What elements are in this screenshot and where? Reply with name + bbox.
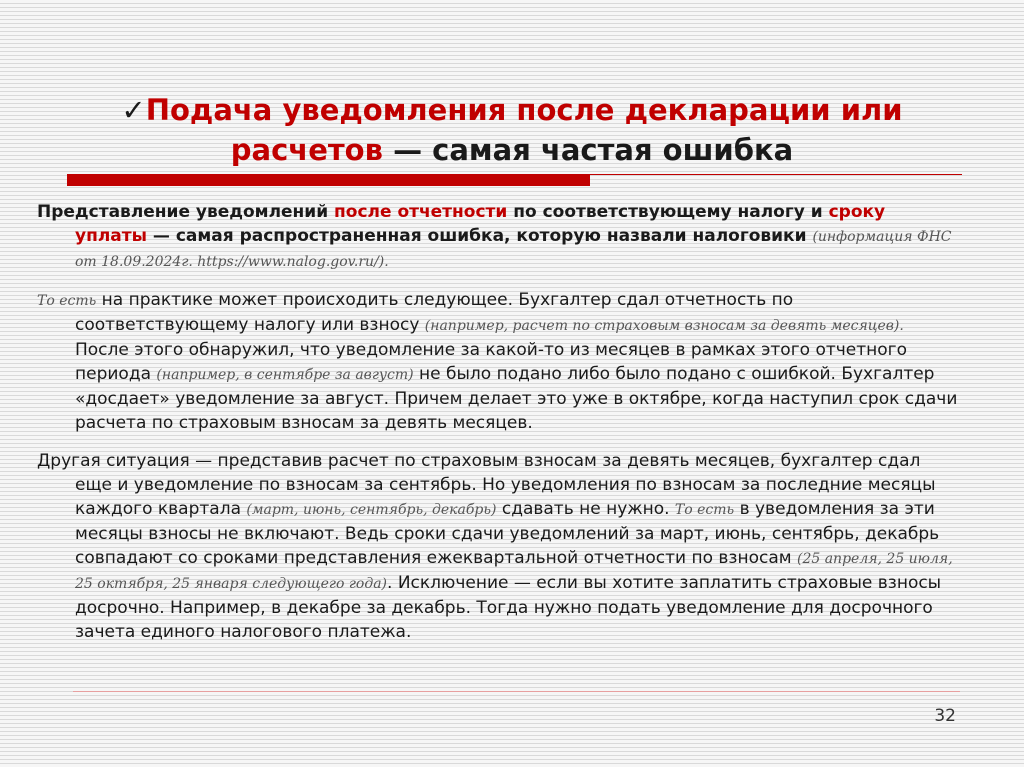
p2-text-3: не было подано либо было подано с ошибкой. Бухгалтер «досдает» уведомление за август. Причем делает это уже в октябре, когда наступил срок сдачи расчета по страховым взносам за девять месяцев. bbox=[75, 364, 958, 433]
paragraph-1 bbox=[37, 200, 962, 274]
slide-body bbox=[37, 200, 962, 658]
p1-text-2: по соответствующему налогу и bbox=[507, 202, 829, 222]
p2-text-1: на практике может происходить следующее. Бухгалтер сдал отчетность по соответствующему налогу или взносу bbox=[75, 290, 794, 335]
p1-highlight-payment-term: сроку уплаты bbox=[75, 202, 886, 246]
title-red-line1: Подача уведомления после декларации или bbox=[145, 93, 903, 127]
p1-text-3: — самая распространенная ошибка, которую назвали налоговики bbox=[146, 226, 813, 246]
p2-note-3: (например, в сентябре за август) bbox=[156, 367, 414, 383]
footer-rule bbox=[73, 691, 960, 692]
title-dark-part: — самая частая ошибка bbox=[382, 133, 794, 167]
p3-note-3: (25 апреля, 25 июля, 25 октября, 25 января следующего года) bbox=[75, 551, 953, 592]
page-number: 32 bbox=[934, 706, 956, 726]
p3-text-4: . Исключение — если вы хотите заплатить страховые взносы досрочно. Например, в декабре за декабрь. Тогда нужно подать уведомление для досрочного зачета единого налогового платежа. bbox=[75, 573, 942, 642]
p2-note-2: (например, расчет по страховым взносам за девять месяцев). bbox=[424, 318, 904, 334]
p1-source-note: (информация ФНС от 18.09.2024г. https://www.nalog.gov.ru/). bbox=[75, 229, 952, 270]
paragraph-2 bbox=[37, 288, 962, 435]
p3-text-1: Другая ситуация — представив расчет по страховым взносам за девять месяцев, бухгалтер сдал еще и уведомление по взносам за сентябрь. Но уведомления по взносам за последние месяцы каждого квартала bbox=[37, 451, 936, 519]
p3-note-2: То есть bbox=[674, 502, 735, 518]
check-mark-icon: ✓ bbox=[121, 93, 146, 127]
p2-note-1: То есть bbox=[37, 293, 97, 309]
paragraph-3 bbox=[37, 449, 962, 644]
p3-text-2: сдавать не нужно. bbox=[496, 499, 675, 519]
slide-title bbox=[0, 90, 1024, 170]
title-red-word: расчетов bbox=[230, 133, 383, 167]
title-accent-bar bbox=[67, 174, 590, 186]
p1-highlight-after-reporting: после отчетности bbox=[334, 202, 508, 222]
p1-text-1: Представление уведомлений bbox=[37, 202, 335, 222]
p3-note-1: (март, июнь, сентябрь, декабрь) bbox=[246, 502, 497, 518]
p3-text-3: в уведомления за эти месяцы взносы не включают. Ведь сроки сдачи уведомлений за март, июнь, сентябрь, декабрь совпадают со сроками представления ежеквартальной отчетности по взносам bbox=[75, 499, 940, 568]
p2-text-2: После этого обнаружил, что уведомление за какой-то из месяцев в рамках этого отчетного периода bbox=[75, 340, 907, 384]
